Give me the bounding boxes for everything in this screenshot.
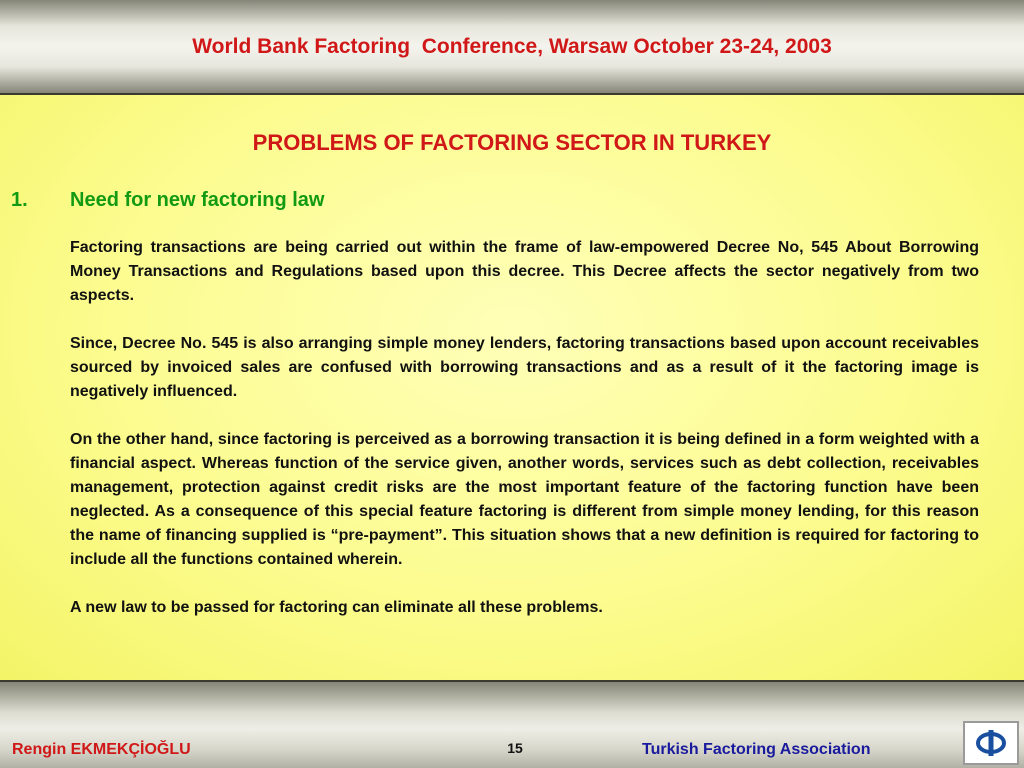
paragraph: Since, Decree No. 545 is also arranging simple money lenders, factoring transactions based upon account receivables sourced by invoiced sales are confused with borrowing transactions and as a result of it the factoring image is negatively influenced. bbox=[70, 335, 979, 400]
section-heading bbox=[11, 189, 324, 212]
section-number: 1. bbox=[11, 189, 28, 211]
slide-title: PROBLEMS OF FACTORING SECTOR IN TURKEY bbox=[252, 130, 772, 155]
paragraph: On the other hand, since factoring is perceived as a borrowing transaction it is being defined in a form weighted with a financial aspect. Whereas function of the service given, another words, services such as debt collection, receivables management, protection against credit risks are the most important feature of the factoring function have been neglected. As a consequence of this special feature factoring is different from simple money lending, for this reason the name of financing supplied is “pre-payment”. This situation shows that a new definition is required for factoring to include all the functions contained wherein. bbox=[70, 431, 979, 568]
slide-header bbox=[0, 0, 1024, 95]
paragraph: Factoring transactions are being carried out within the frame of law-empowered Decree No, 545 About Borrowing Money Transactions and Regulations based upon this decree. This Decree affects the sector negatively from two aspects. bbox=[70, 239, 979, 304]
paragraph: A new law to be passed for factoring can eliminate all these problems. bbox=[70, 599, 603, 616]
author-name: Rengin EKMEKÇİOĞLU bbox=[12, 741, 191, 758]
body-text bbox=[70, 236, 979, 644]
conference-title: World Bank Factoring Conference, Warsaw October 23-24, 2003 bbox=[192, 35, 832, 58]
page-number: 15 bbox=[507, 740, 523, 756]
organization-name: Turkish Factoring Association bbox=[642, 741, 871, 758]
phi-logo-icon bbox=[963, 721, 1019, 765]
section-title: Need for new factoring law bbox=[70, 189, 325, 211]
phi-logo-glyph bbox=[973, 729, 1009, 757]
